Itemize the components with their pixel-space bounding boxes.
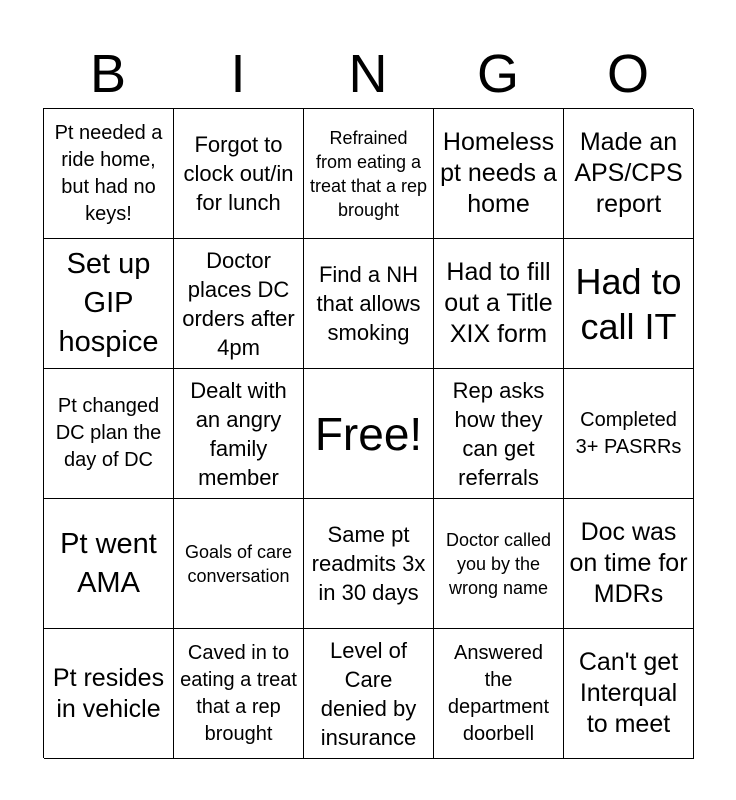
cell-label: Answered the department doorbell <box>447 641 550 745</box>
bingo-cell-r2-c5[interactable] <box>564 239 694 369</box>
cell-label: Pt went AMA <box>60 527 157 599</box>
cell-label: Completed 3+ PASRRs <box>575 408 682 458</box>
header-letter-g: G <box>476 44 519 104</box>
bingo-cell-r5-c3[interactable] <box>304 629 434 759</box>
bingo-cell-r5-c2[interactable] <box>174 629 304 759</box>
bingo-cell-r4-c3[interactable] <box>304 499 434 629</box>
cell-label: Pt resides in vehicle <box>52 663 165 723</box>
header-letter-b: B <box>89 44 127 104</box>
bingo-board <box>43 108 693 758</box>
cell-label: Caved in to eating a treat that a rep brought <box>180 641 297 745</box>
cell-label: Dealt with an angry family member <box>190 377 287 490</box>
cell-label: Doctor called you by the wrong name <box>445 529 552 598</box>
cell-label: Find a NH that allows smoking <box>316 262 421 345</box>
cell-label: Had to call IT <box>575 260 682 347</box>
free-space-label: Free! <box>314 407 423 460</box>
bingo-cell-r1-c2[interactable] <box>174 109 304 239</box>
bingo-cell-r2-c1[interactable] <box>44 239 174 369</box>
bingo-cell-r4-c2[interactable] <box>174 499 304 629</box>
header-letter-n: N <box>348 44 388 104</box>
bingo-cell-r4-c5[interactable] <box>564 499 694 629</box>
cell-label: Homeless pt needs a home <box>440 128 557 218</box>
cell-label: Same pt readmits 3x in 30 days <box>311 522 426 605</box>
bingo-cell-r3-c5[interactable] <box>564 369 694 499</box>
bingo-cell-r3-c1[interactable] <box>44 369 174 499</box>
cell-label: Level of Care denied by insurance <box>320 637 417 750</box>
bingo-cell-r5-c5[interactable] <box>564 629 694 759</box>
bingo-cell-r5-c1[interactable] <box>44 629 174 759</box>
bingo-cell-r3-c4[interactable] <box>434 369 564 499</box>
cell-label: Had to fill out a Title XIX form <box>444 258 553 348</box>
cell-label: Pt needed a ride home, but had no keys! <box>54 121 163 225</box>
bingo-cell-r4-c1[interactable] <box>44 499 174 629</box>
cell-label: Rep asks how they can get referrals <box>452 377 545 490</box>
cell-label: Made an APS/CPS report <box>574 128 683 218</box>
cell-label: Goals of care conversation <box>184 541 293 586</box>
cell-label: Can't get Interqual to meet <box>578 648 679 738</box>
cell-label: Set up GIP hospice <box>58 248 159 358</box>
cell-label: Doctor places DC orders after 4pm <box>182 247 295 360</box>
bingo-cell-r1-c5[interactable] <box>564 109 694 239</box>
bingo-cell-r1-c3[interactable] <box>304 109 434 239</box>
bingo-cell-r1-c1[interactable] <box>44 109 174 239</box>
cell-label: Forgot to clock out/in for lunch <box>183 132 294 215</box>
cell-label: Refrained from eating a treat that a rep brought <box>309 127 428 220</box>
bingo-cell-r2-c3[interactable] <box>304 239 434 369</box>
bingo-cell-r2-c2[interactable] <box>174 239 304 369</box>
bingo-cell-r1-c4[interactable] <box>434 109 564 239</box>
cell-label: Doc was on time for MDRs <box>569 518 688 608</box>
bingo-cell-r3-c2[interactable] <box>174 369 304 499</box>
bingo-cell-r4-c4[interactable] <box>434 499 564 629</box>
bingo-cell-r2-c4[interactable] <box>434 239 564 369</box>
cell-label: Pt changed DC plan the day of DC <box>55 395 162 471</box>
header-letter-o: O <box>606 44 649 104</box>
bingo-header <box>43 40 693 108</box>
bingo-cell-r5-c4[interactable] <box>434 629 564 759</box>
bingo-cell-free[interactable] <box>304 369 434 499</box>
header-letter-i: I <box>230 44 246 104</box>
